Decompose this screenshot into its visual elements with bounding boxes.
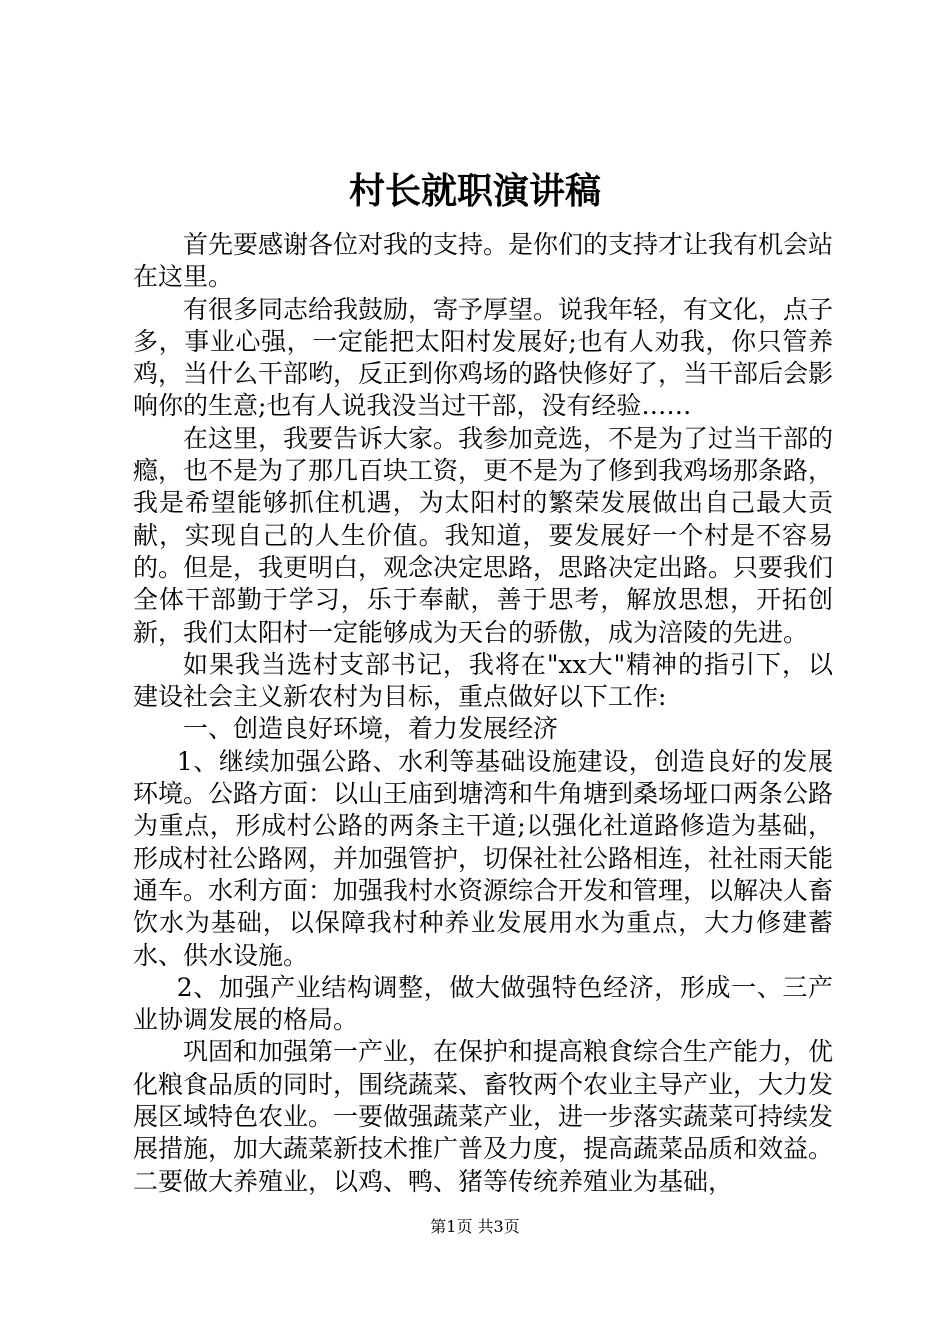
paragraph: 首先要感谢各位对我的支持。是你们的支持才让我有机会站在这里。: [133, 230, 834, 292]
document-body: [133, 229, 833, 1198]
paragraph: 1、继续加强公路、水利等基础设施建设，创造良好的发展环境。公路方面：以山王庙到塘湾和牛角塘到桑场垭口两条公路为重点，形成村公路的两条主干道;以强化社道路修造为基础，形成村社公路网，并加强管护，切保社社公路相连，社社雨天能通车。水利方面：加强我村水资源综合开发和管理，以解决人畜饮水为基础，以保障我村种养业发展用水为重点，大力修建蓄水、供水设施。: [133, 746, 834, 970]
paragraph: 如果我当选村支部书记，我将在"xx大"精神的指引下，以建设社会主义新农村为目标，重点做好以下工作:: [133, 649, 833, 712]
document-title: 村长就职演讲稿: [348, 170, 601, 212]
paragraph: 有很多同志给我鼓励，寄予厚望。说我年轻，有文化，点子多，事业心强，一定能把太阳村发展好;也有人劝我，你只管养鸡，当什么干部哟，反正到你鸡场的路快修好了，当干部后会影响你的生意;也有人说我没当过干部，没有经验……: [133, 294, 834, 421]
paragraph: 在这里，我要告诉大家。我参加竞选，不是为了过当干部的瘾，也不是为了那几百块工资，更不是为了修到我鸡场那条路，我是希望能够抓住机遇，为太阳村的繁荣发展做出自己最大贡献，实现自己的人生价值。我知道，要发展好一个村是不容易的。但是，我更明白，观念决定思路，思路决定出路。只要我们全体干部勤于学习，乐于奉献，善于思考，解放思想，开拓创新，我们太阳村一定能够成为天台的骄傲，成为涪陵的先进。: [133, 423, 834, 647]
page-footer: 第1页 共3页: [430, 1217, 520, 1236]
paragraph: 巩固和加强第一产业，在保护和提高粮食综合生产能力，优化粮食品质的同时，围绕蔬菜、畜牧两个农业主导产业，大力发展区域特色农业。一要做强蔬菜产业，进一步落实蔬菜可持续发展措施，加大蔬菜新技术推广普及力度，提高蔬菜品质和效益。二要做大养殖业，以鸡、鸭、猪等传统养殖业为基础，: [133, 1037, 834, 1196]
paragraph: 2、加强产业结构调整，做大做强特色经济，形成一、三产业协调发展的格局。: [133, 972, 833, 1035]
section-heading: 一、创造良好环境，着力发展经济: [183, 714, 559, 744]
